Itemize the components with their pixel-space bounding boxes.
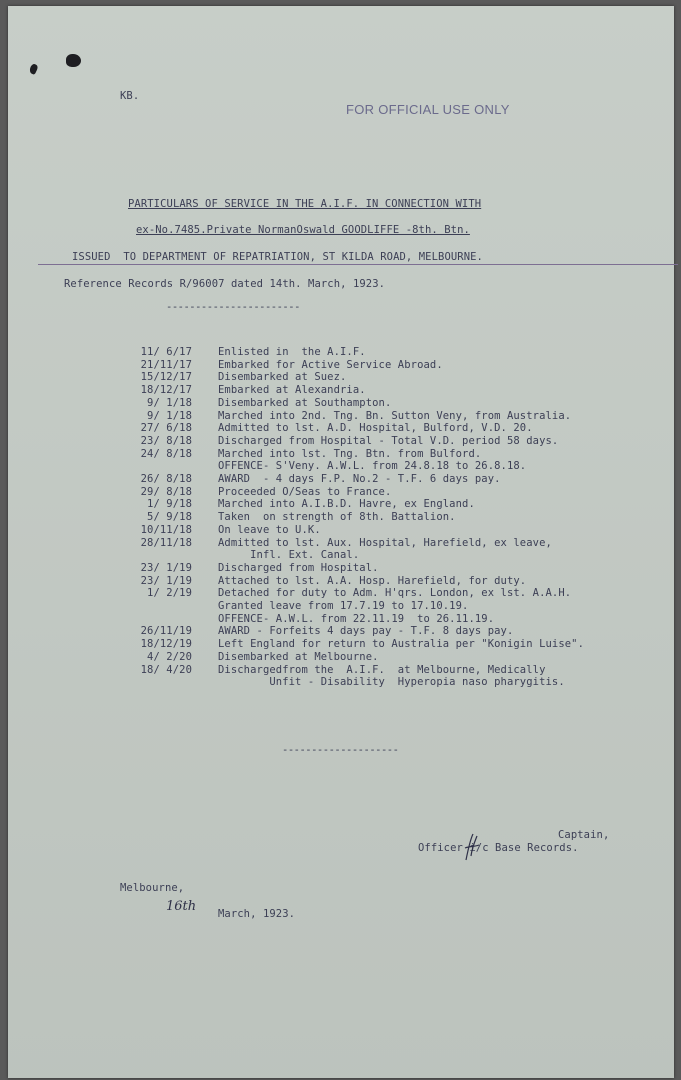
reference-initials: KB. — [120, 90, 140, 102]
entry-text: Discharged from Hospital - Total V.D. period 58 days. — [218, 434, 559, 447]
entry-text: Disembarked at Southampton. — [218, 396, 392, 409]
entry-text: OFFENCE- A.W.L. from 22.11.19 to 26.11.19. — [218, 612, 495, 625]
entry-text: AWARD - 4 days F.P. No.2 - T.F. 6 days pay. — [218, 473, 501, 485]
document-page — [8, 6, 674, 1078]
entry-text: Infl. Ext. Canal. — [218, 549, 360, 562]
entry-date: 1/ 9/18 — [147, 498, 192, 511]
entry-date: 9/ 1/18 — [147, 409, 192, 422]
footer-place: Melbourne, — [120, 882, 185, 894]
entry-date: 18/12/19 — [140, 638, 192, 651]
entry-text: Admitted to lst. Aux. Hospital, Harefield, ex leave, — [218, 536, 552, 549]
entry-date: 10/11/18 — [140, 523, 192, 536]
entry-date: 23/ 1/19 — [140, 574, 192, 587]
entry-date: 18/ 4/20 — [140, 663, 192, 676]
entry-date: 4/ 2/20 — [147, 650, 192, 663]
document-title-line-3: ISSUED TO DEPARTMENT OF REPATRIATION, ST KILDA ROAD, MELBOURNE. — [72, 251, 483, 263]
entry-text: Proceeded O/Seas to France. — [218, 485, 392, 498]
entry-date: 27/ 6/18 — [140, 422, 192, 435]
entry-text: On leave to U.K. — [218, 523, 321, 536]
entry-text: Embarked for Active Service Abroad. — [218, 358, 443, 371]
official-use-stamp: FOR OFFICIAL USE ONLY — [346, 102, 510, 117]
reference-records-line: Reference Records R/96007 dated 14th. March, 1923. — [64, 278, 386, 290]
entry-text: Disembarked at Suez. — [218, 371, 347, 384]
entry-date: 29/ 8/18 — [140, 485, 192, 498]
entry-date: 5/ 9/18 — [147, 511, 192, 524]
entry-text: Attached to lst. A.A. Hosp. Harefield, for duty. — [218, 574, 527, 587]
separator-line: ----------------------- — [166, 301, 300, 313]
entry-date: 23/ 1/19 — [140, 561, 192, 574]
entry-date: 21/11/17 — [140, 358, 192, 371]
entry-date: 1/ 2/19 — [147, 587, 192, 600]
entry-text: Enlisted in the A.I.F. — [218, 346, 366, 358]
footer-handwritten-day: 16th — [166, 899, 197, 914]
entry-text: Embarked at Alexandria. — [218, 384, 366, 397]
entry-text: Disembarked at Melbourne. — [218, 650, 379, 663]
signature-scribble — [462, 832, 482, 862]
entry-text: Granted leave from 17.7.19 to 17.10.19. — [218, 600, 469, 612]
entry-date: 9/ 1/18 — [147, 396, 192, 409]
entry-text: Dischargedfrom the A.I.F. at Melbourne, Medically — [218, 663, 546, 676]
entry-text: Marched into lst. Tng. Btn. from Bulford. — [218, 447, 482, 460]
signature-rank: Captain, — [558, 829, 610, 841]
entry-text: Marched into A.I.B.D. Havre, ex England. — [218, 498, 475, 511]
closing-separator: -------------------- — [282, 744, 399, 756]
entry-text: OFFENCE- S'Veny. A.W.L. from 24.8.18 to 26.8.18. — [218, 460, 527, 473]
entry-date: 15/12/17 — [140, 371, 192, 384]
entry-date: 28/11/18 — [140, 536, 192, 549]
entry-text: Detached for duty to Adm. H'qrs. London, ex lst. A.A.H. — [218, 587, 572, 600]
document-title-line-2: ex-No.7485.Private NormanOswald GOODLIFFE -8th. Btn. — [136, 224, 470, 236]
entry-text: Unfit - Disability Hyperopia naso pharygitis. — [218, 676, 565, 689]
entry-text: AWARD - Forfeits 4 days pay - T.F. 8 days pay. — [218, 625, 514, 638]
entry-text: Taken on strength of 8th. Battalion. — [218, 511, 456, 524]
entry-date: 26/11/19 — [140, 625, 192, 638]
document-title-line-1: PARTICULARS OF SERVICE IN THE A.I.F. IN CONNECTION WITH — [128, 198, 482, 210]
footer-date: March, 1923. — [218, 908, 296, 920]
entry-text: Discharged from Hospital. — [218, 561, 379, 574]
entry-date: 11/ 6/17 — [140, 346, 192, 358]
entry-date: 23/ 8/18 — [140, 434, 192, 447]
signature-office: Officer i/c Base Records. — [418, 842, 579, 854]
entry-date: 24/ 8/18 — [140, 447, 192, 460]
entry-date: 18/12/17 — [140, 384, 192, 397]
punch-hole-mark — [28, 63, 39, 75]
punch-hole-mark — [66, 54, 81, 67]
title-underline-rule — [38, 264, 678, 265]
entry-text: Left England for return to Australia per "Konigin Luise". — [218, 638, 585, 651]
entry-text: Marched into 2nd. Tng. Bn. Sutton Veny, from Australia. — [218, 409, 572, 422]
entry-date: 26/ 8/18 — [140, 473, 192, 485]
entry-text: Admitted to lst. A.D. Hospital, Bulford, V.D. 20. — [218, 422, 533, 435]
